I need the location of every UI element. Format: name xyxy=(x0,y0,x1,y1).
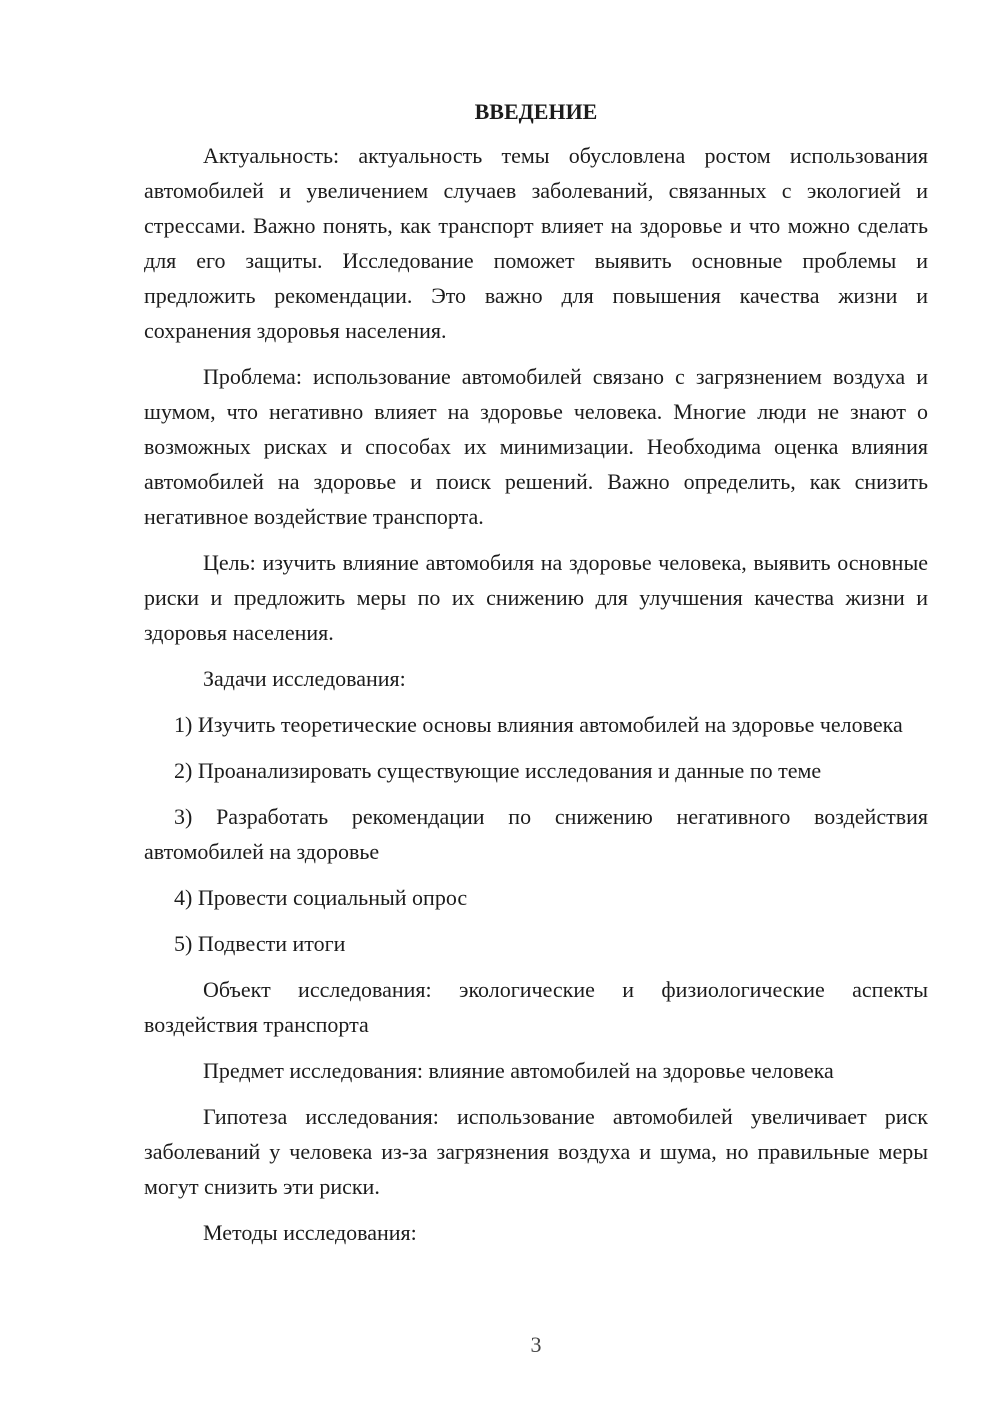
task-item-1: 1) Изучить теоретические основы влияния автомобилей на здоровье человека xyxy=(174,712,903,737)
task-item-5: 5) Подвести итоги xyxy=(174,931,346,956)
task-item-4: 4) Провести социальный опрос xyxy=(174,885,468,910)
subject-paragraph: Предмет исследования: влияние автомобилей на здоровье человека xyxy=(203,1058,834,1083)
methods-title: Методы исследования: xyxy=(203,1220,417,1245)
page-content xyxy=(144,94,928,1261)
object-paragraph: Объект исследования: экологические и физиологические аспекты воздействия транспорта xyxy=(144,977,928,1037)
relevance-paragraph: Актуальность: актуальность темы обусловлена ростом использования автомобилей и увеличением случаев заболеваний, связанных с экологией и стрессами. Важно понять, как транспорт влияет на здоровье и что можно сделать для его защиты. Исследование поможет выявить основные проблемы и предложить рекомендации. Это важно для повышения качества жизни и сохранения здоровья населения. xyxy=(144,143,928,343)
page-number: 3 xyxy=(530,1332,542,1357)
page-heading: ВВЕДЕНИЕ xyxy=(474,99,598,124)
task-item-2: 2) Проанализировать существующие исследования и данные по теме xyxy=(174,758,822,783)
problem-paragraph: Проблема: использование автомобилей связано с загрязнением воздуха и шумом, что негативно влияет на здоровье человека. Многие люди не знают о возможных рисках и способах их минимизации. Необходима оценка влияния автомобилей на здоровье и поиск решений. Важно определить, как снизить негативное воздействие транспорта. xyxy=(144,364,928,529)
task-item-3: 3) Разработать рекомендации по снижению негативного воздействия автомобилей на здоровье xyxy=(144,804,928,864)
goal-paragraph: Цель: изучить влияние автомобиля на здоровье человека, выявить основные риски и предложить меры по их снижению для улучшения качества жизни и здоровья населения. xyxy=(144,550,928,645)
hypothesis-paragraph: Гипотеза исследования: использование автомобилей увеличивает риск заболеваний у человека из-за загрязнения воздуха и шума, но правильные меры могут снизить эти риски. xyxy=(144,1104,928,1199)
tasks-title: Задачи исследования: xyxy=(203,666,406,691)
